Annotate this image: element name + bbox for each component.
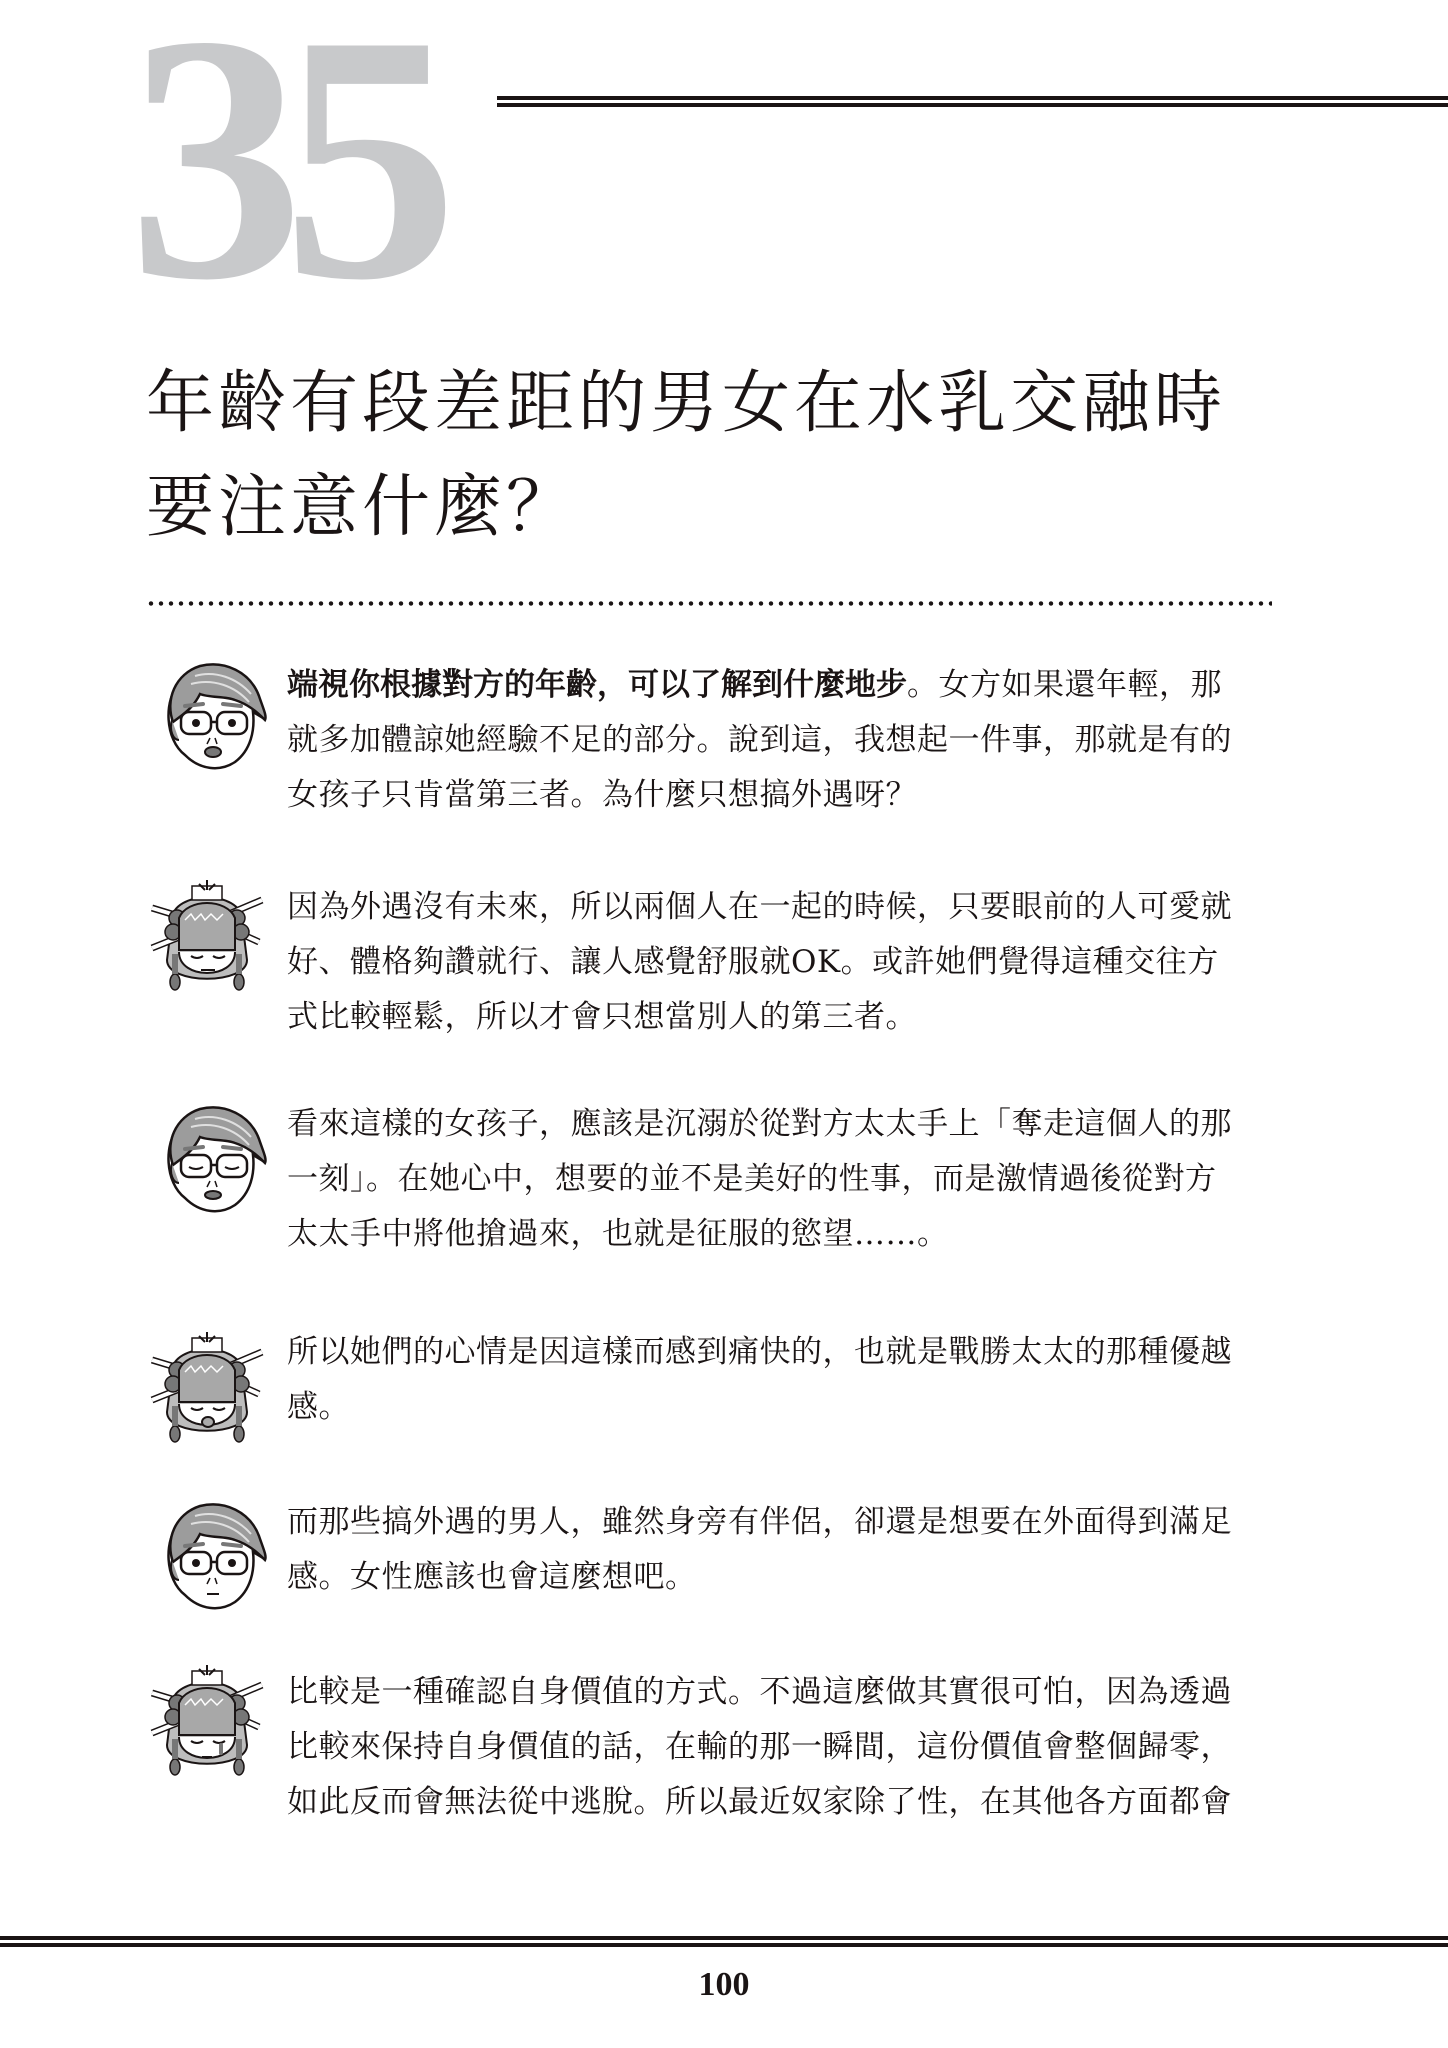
dialogue-text: [287, 1665, 1277, 1830]
header-double-rule: [497, 96, 1448, 107]
page-number: 100: [698, 1966, 750, 2003]
footer-double-rule: [0, 1936, 1448, 1947]
dialogue-text: [287, 658, 1277, 823]
text-line: 而那些搞外遇的男人，雖然身旁有伴侶，卻還是想要在外面得到滿足: [287, 1504, 1232, 1540]
text-line: 比較是一種確認自身價值的方式。不過這麼做其實很可怕，因為透過: [287, 1674, 1232, 1710]
text-line: 看來這樣的女孩子，應該是沉溺於從對方太太手上「奪走這個人的那: [287, 1106, 1232, 1142]
text-line: 太太手中將他搶過來，也就是征服的慾望……。: [287, 1216, 949, 1252]
text-line: 因為外遇沒有未來，所以兩個人在一起的時候，只要眼前的人可愛就: [287, 889, 1232, 925]
text-line: 式比較輕鬆，所以才會只想當別人的第三者。: [287, 999, 917, 1035]
chapter-number: 35: [128, 0, 436, 353]
geisha-woman-crying-icon: [147, 1665, 267, 1777]
geisha-woman-eyes-closed-icon: [147, 880, 267, 992]
text-line: 好、體格夠讚就行、讓人感覺舒服就OK。或許她們覺得這種交往方: [287, 944, 1219, 980]
dialogue-text: [287, 1325, 1277, 1435]
dialogue-text: [287, 1097, 1277, 1262]
text-line: 所以她們的心情是因這樣而感到痛快的，也就是戰勝太太的那種優越: [287, 1334, 1232, 1370]
text-line: 就多加體諒她經驗不足的部分。說到這，我想起一件事，那就是有的: [287, 722, 1232, 758]
older-man-glasses-eyes-closed-icon: [155, 1103, 275, 1215]
text-line: [287, 658, 1277, 713]
chapter-title: [146, 352, 1326, 560]
older-man-glasses-neutral-icon: [155, 1500, 275, 1612]
text-line: 一刻」。在她心中，想要的並不是美好的性事，而是激情過後從對方: [287, 1161, 1217, 1197]
dotted-divider: [146, 601, 1272, 606]
text-line: 比較來保持自身價值的話，在輸的那一瞬間，這份價值會整個歸零，: [287, 1729, 1232, 1765]
text-line: 如此反而會無法從中逃脫。所以最近奴家除了性，在其他各方面都會: [287, 1784, 1232, 1820]
dialogue-text: [287, 880, 1277, 1045]
text-line: 女孩子只肯當第三者。為什麼只想搞外遇呀？: [287, 777, 917, 813]
chapter-title-line-2: 要注意什麼？: [146, 468, 579, 547]
chapter-title-line-1: 年齡有段差距的男女在水乳交融時: [146, 364, 1227, 443]
text-span: 。女方如果還年輕，那: [907, 667, 1222, 703]
text-line: 感。女性應該也會這麼想吧。: [287, 1559, 697, 1595]
text-line: 感。: [287, 1389, 350, 1425]
geisha-woman-open-mouth-icon: [147, 1332, 267, 1444]
emphasis-text: 端視你根據對方的年齡，可以了解到什麼地步: [287, 667, 907, 703]
dialogue-text: [287, 1495, 1277, 1605]
older-man-glasses-surprised-icon: [155, 660, 275, 772]
